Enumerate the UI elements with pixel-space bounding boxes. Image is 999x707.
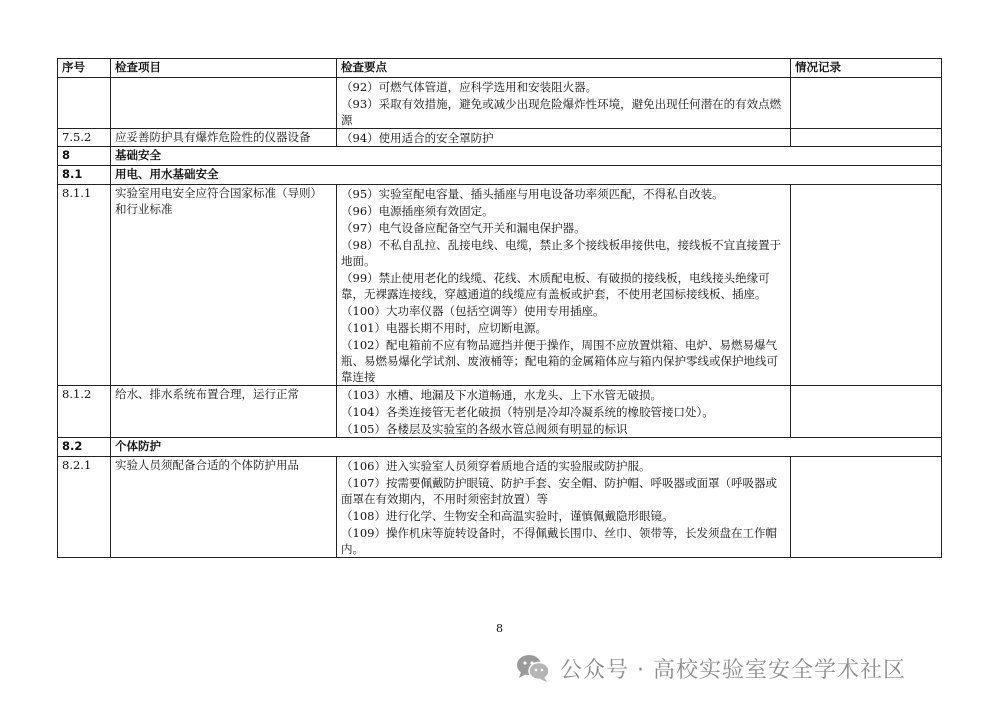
table-row (58, 457, 942, 558)
row-item: 给水、排水系统布置合理，运行正常 (111, 386, 337, 438)
check-point: （98）不私自乱拉、乱接电线、电缆，禁止多个接线板串接供电，接线板不宜直接置于地面。 (341, 238, 782, 268)
table-row (58, 386, 942, 438)
check-point: （94）使用适合的安全罩防护 (341, 131, 494, 145)
row-points (337, 386, 791, 438)
check-point: （97）电气设备应配备空气开关和漏电保护器。 (341, 221, 586, 235)
row-item: 实验室用电安全应符合国家标准（导则）和行业标准 (111, 185, 337, 386)
check-point: （107）按需要佩戴防护眼镜、防护手套、安全帽、防护帽、呼吸器或面罩（呼吸器或面罩在有效期内，不用时须密封放置）等 (341, 476, 777, 506)
inspection-table (57, 58, 942, 558)
header-item: 检查项目 (111, 59, 337, 78)
row-no: 8.2.1 (58, 457, 111, 558)
watermark-text: 公众号 · 高校实验室安全学术社区 (560, 657, 906, 683)
check-point: （109）操作机床等旋转设备时，不得佩戴长围巾、丝巾、领带等，长发须盘在工作帽内。 (341, 526, 777, 556)
header-no: 序号 (58, 59, 111, 78)
check-point: （103）水槽、地漏及下水道畅通，水龙头、上下水管无破损。 (341, 388, 662, 402)
check-point: （100）大功率仪器（包括空调等）使用专用插座。 (341, 304, 605, 318)
row-points (337, 78, 791, 129)
row-no: 8.1.1 (58, 185, 111, 386)
check-point: （105）各楼层及实验室的各级水管总阀须有明显的标识 (341, 422, 628, 436)
table-header-row (58, 59, 942, 78)
table-row (58, 185, 942, 386)
check-point: （102）配电箱前不应有物品遮挡并便于操作，周围不应放置烘箱、电炉、易燃易爆气瓶、易燃易爆化学试剂、废液桶等；配电箱的金属箱体应与箱内保护零线或保护地线可靠连接 (341, 338, 778, 384)
section-row (58, 438, 942, 457)
check-point: （93）采取有效措施，避免或减少出现危险爆炸性环境，避免出现任何潜在的有效点燃源 (341, 97, 782, 127)
check-point: （108）进行化学、生物安全和高温实验时，谨慎佩戴隐形眼镜。 (341, 509, 674, 523)
row-item: 实验人员须配备合适的个体防护用品 (111, 457, 337, 558)
row-no (58, 78, 111, 129)
row-no: 7.5.2 (58, 129, 111, 147)
row-record (791, 129, 942, 147)
page-number: 8 (496, 622, 503, 635)
section-no: 8.1 (58, 166, 111, 185)
row-points (337, 185, 791, 386)
check-point: （95）实验室配电容量、插头插座与用电设备功率须匹配，不得私自改装。 (341, 187, 724, 201)
check-point: （92）可燃气体管道，应科学选用和安装阻火器。 (341, 80, 598, 94)
row-points (337, 129, 791, 147)
section-title: 个体防护 (111, 438, 942, 457)
section-no: 8 (58, 147, 111, 166)
check-point: （96）电源插座须有效固定。 (341, 204, 494, 218)
row-points (337, 457, 791, 558)
row-record (791, 457, 942, 558)
wechat-icon (516, 653, 550, 683)
section-row (58, 147, 942, 166)
check-point: （106）进入实验室人员须穿着质地合适的实验服或防护服。 (341, 459, 651, 473)
header-record: 情况记录 (791, 59, 942, 78)
section-title: 用电、用水基础安全 (111, 166, 942, 185)
row-no: 8.1.2 (58, 386, 111, 438)
section-title: 基础安全 (111, 147, 942, 166)
watermark (516, 650, 906, 686)
header-points: 检查要点 (337, 59, 791, 78)
section-row (58, 166, 942, 185)
table-row (58, 129, 942, 147)
check-point: （99）禁止使用老化的线缆、花线、木质配电板、有破损的接线板，电线接头绝缘可靠，无裸露连接线，穿越通道的线缆应有盖板或护套，不使用老国标接线板、插座。 (341, 271, 770, 301)
table-row (58, 78, 942, 129)
section-no: 8.2 (58, 438, 111, 457)
row-record (791, 386, 942, 438)
row-item (111, 78, 337, 129)
check-point: （101）电器长期不用时，应切断电源。 (341, 321, 547, 335)
row-item: 应妥善防护具有爆炸危险性的仪器设备 (111, 129, 337, 147)
check-point: （104）各类连接管无老化破损（特别是冷却冷凝系统的橡胶管接口处）。 (341, 405, 714, 419)
row-record (791, 185, 942, 386)
row-record (791, 78, 942, 129)
